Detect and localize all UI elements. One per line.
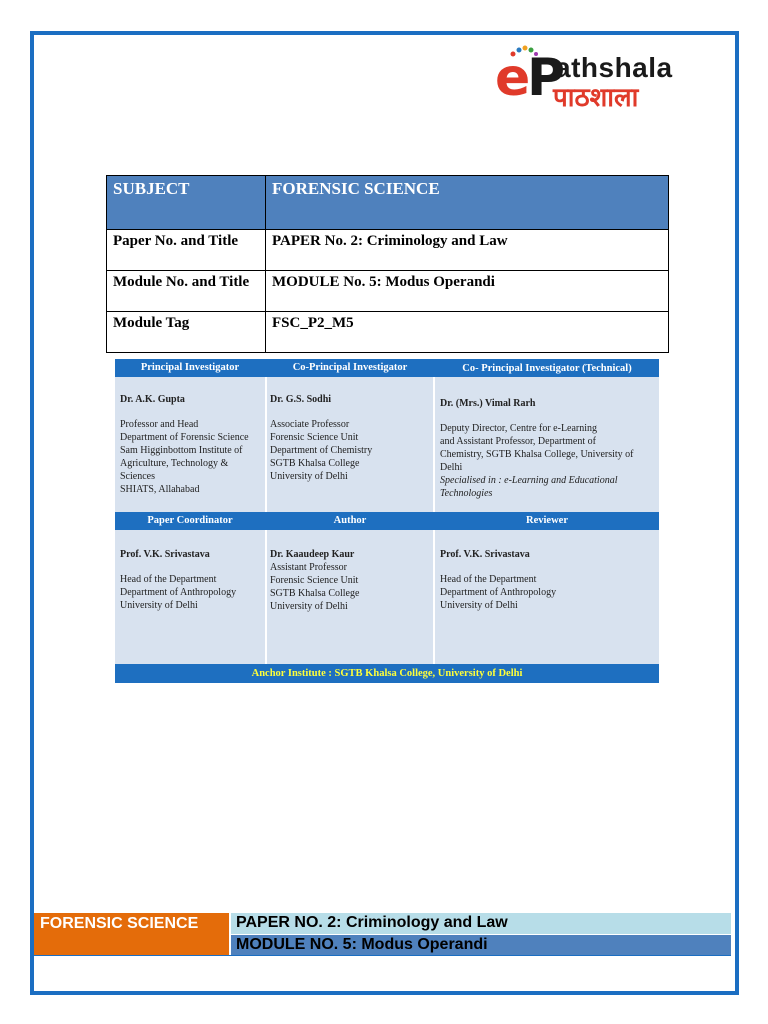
coordinator-cell	[120, 548, 263, 612]
author-cell	[270, 548, 430, 613]
subject-table	[106, 175, 669, 353]
pi-line: Sciences	[120, 471, 155, 482]
column-divider	[265, 377, 267, 512]
co-pi-line: University of Delhi	[270, 471, 348, 482]
column-divider	[433, 377, 435, 512]
table-row	[107, 271, 669, 312]
pi-line: Department of Forensic Science	[120, 432, 249, 443]
author-line: Forensic Science Unit	[270, 575, 359, 586]
pi-line: Sam Higginbottom Institute of	[120, 445, 243, 456]
table-row	[107, 230, 669, 271]
header-paper-coordinator: Paper Coordinator	[147, 515, 233, 526]
co-pi-line: Associate Professor	[270, 419, 350, 430]
subject-label: SUBJECT	[107, 176, 266, 230]
author-line: Assistant Professor	[270, 562, 347, 573]
logo-e-letter: e	[495, 48, 531, 108]
column-divider	[265, 530, 267, 664]
co-pi-line: Department of Chemistry	[270, 445, 373, 456]
header-reviewer: Reviewer	[526, 515, 568, 526]
module-tag-value: FSC_P2_M5	[266, 312, 669, 353]
logo-p-letter: P	[527, 48, 566, 108]
co-pi-name: Dr. G.S. Sodhi	[270, 394, 332, 405]
co-pi-technical-line: Deputy Director, Centre for e-Learning	[440, 423, 598, 434]
footer-module: MODULE NO. 5: Modus Operandi	[236, 936, 488, 953]
coordinator-line: Head of the Department	[120, 574, 217, 585]
table-row	[107, 312, 669, 353]
footer-divider	[34, 955, 731, 956]
co-pi-technical-cell	[440, 397, 655, 500]
reviewer-line: University of Delhi	[440, 600, 518, 611]
co-pi-technical-line: Chemistry, SGTB Khalsa College, University of	[440, 449, 634, 460]
header-co-pi-technical: Co- Principal Investigator (Technical)	[462, 363, 632, 374]
co-pi-technical-specialisation: Specialised in : e-Learning and Educational	[440, 475, 618, 486]
module-label: Module No. and Title	[107, 271, 266, 312]
pi-line: Agriculture, Technology &	[120, 458, 229, 469]
column-divider	[433, 530, 435, 664]
module-value: MODULE No. 5: Modus Operandi	[266, 271, 669, 312]
co-pi-line: Forensic Science Unit	[270, 432, 359, 443]
co-pi-line: SGTB Khalsa College	[270, 458, 360, 469]
reviewer-line: Department of Anthropology	[440, 587, 557, 598]
co-pi-technical-specialisation: Technologies	[440, 488, 493, 499]
reviewer-name: Prof. V.K. Srivastava	[440, 549, 530, 560]
co-pi-cell	[270, 393, 430, 483]
paper-label: Paper No. and Title	[107, 230, 266, 271]
footer-paper-block	[231, 913, 731, 934]
pi-line: SHIATS, Allahabad	[120, 484, 200, 495]
co-pi-technical-line: and Assistant Professor, Department of	[440, 436, 596, 447]
logo-english-text: athshala	[555, 52, 673, 83]
coordinator-name: Prof. V.K. Srivastava	[120, 549, 210, 560]
reviewer-line: Head of the Department	[440, 574, 537, 585]
module-tag-label: Module Tag	[107, 312, 266, 353]
logo-hindi-text: पाठशाला	[553, 83, 639, 113]
header-principal-investigator: Principal Investigator	[140, 362, 240, 373]
subject-value: FORENSIC SCIENCE	[266, 176, 669, 230]
reviewer-cell	[440, 548, 655, 612]
author-line: SGTB Khalsa College	[270, 588, 360, 599]
header-co-principal-investigator: Co-Principal Investigator	[292, 362, 408, 373]
coordinator-line: Department of Anthropology	[120, 587, 237, 598]
author-line: University of Delhi	[270, 601, 348, 612]
coordinator-line: University of Delhi	[120, 600, 198, 611]
author-name: Dr. Kaaudeep Kaur	[270, 549, 355, 560]
co-pi-technical-name: Dr. (Mrs.) Vimal Rarh	[440, 398, 536, 409]
co-pi-technical-line: Delhi	[440, 462, 463, 473]
footer-paper: PAPER NO. 2: Criminology and Law	[236, 914, 508, 931]
pi-name: Dr. A.K. Gupta	[120, 394, 185, 405]
header-author: Author	[333, 515, 367, 526]
footer-subject: FORENSIC SCIENCE	[40, 915, 199, 932]
pi-line: Professor and Head	[120, 419, 199, 430]
credits-panel	[115, 359, 659, 683]
paper-value: PAPER No. 2: Criminology and Law	[266, 230, 669, 271]
pi-cell	[120, 393, 263, 496]
footer-module-block	[231, 935, 731, 955]
footer-subject-block	[34, 913, 229, 955]
subject-table-header-row	[107, 176, 669, 230]
anchor-institute-bar: Anchor Institute : SGTB Khalsa College, University of Delhi	[115, 664, 659, 683]
epathshala-logo	[495, 44, 720, 114]
